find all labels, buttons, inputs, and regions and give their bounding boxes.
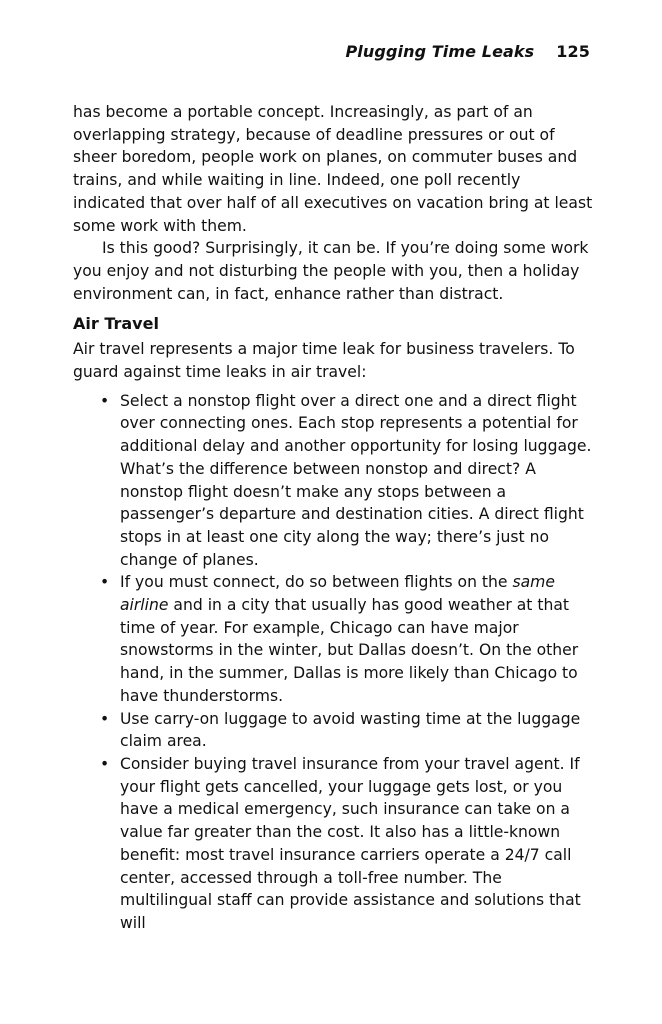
bullet-list <box>100 390 593 935</box>
list-item-text: If you must connect, do so between flights on the <box>120 573 513 592</box>
bullet-marker: • <box>100 709 110 728</box>
paragraph: Is this good? Surprisingly, it can be. If you’re doing some work you enjoy and not disturbing the people with you, then a holiday environment can, in fact, enhance rather than distract. <box>73 239 589 303</box>
list-item-text: and in a city that usually has good weather at that time of year. For example, Chicago can have major snowstorms in the winter, but Dallas doesn’t. On the other hand, in the summer, Dallas is more likely than Chicago to have thunderstorms. <box>120 596 579 705</box>
section-intro: Air travel represents a major time leak for business travelers. To guard against time leaks in air travel: <box>73 340 575 382</box>
paragraph-continued: has become a portable concept. Increasingly, as part of an overlapping strategy, because of deadline pressures or out of sheer boredom, people work on planes, on commuter buses and trains, and while waiting in line. Indeed, one poll recently indicated that over half of all executives on vacation bring at least some work with them. <box>73 103 593 235</box>
chapter-title: Plugging Time Leaks <box>345 42 535 61</box>
bullet-marker: • <box>100 754 110 773</box>
emphasis-text: same airline <box>120 573 555 615</box>
section-heading: Air Travel <box>73 314 159 334</box>
running-head <box>345 42 590 61</box>
list-item <box>100 753 593 935</box>
list-item-text: Use carry-on luggage to avoid wasting time at the luggage claim area. <box>120 709 581 751</box>
list-item <box>100 390 593 572</box>
page-number: 125 <box>556 42 590 61</box>
list-item <box>100 571 593 707</box>
bullet-marker: • <box>100 573 110 592</box>
list-item-text: Consider buying travel insurance from your travel agent. If your flight gets cancelled, your luggage gets lost, or you have a medical emergency, such insurance can take on a value far greater than the cost. It also has a little-known benefit: most travel insurance carriers operate a 24/7 call center, accessed through a toll-free number. The multilingual staff can provide assistance and solutions that will <box>120 754 581 932</box>
bullet-marker: • <box>100 391 110 410</box>
body-text <box>73 101 593 935</box>
list-item <box>100 708 593 753</box>
list-item-text: Select a nonstop flight over a direct one and a direct flight over connecting ones. Each stop represents a potential for additional delay and another opportunity for losing luggage. What’s the difference between nonstop and direct? A nonstop flight doesn’t make any stops between a passenger’s departure and destination cities. A direct flight stops in at least one city along the way; there’s just no change of planes. <box>120 391 592 569</box>
